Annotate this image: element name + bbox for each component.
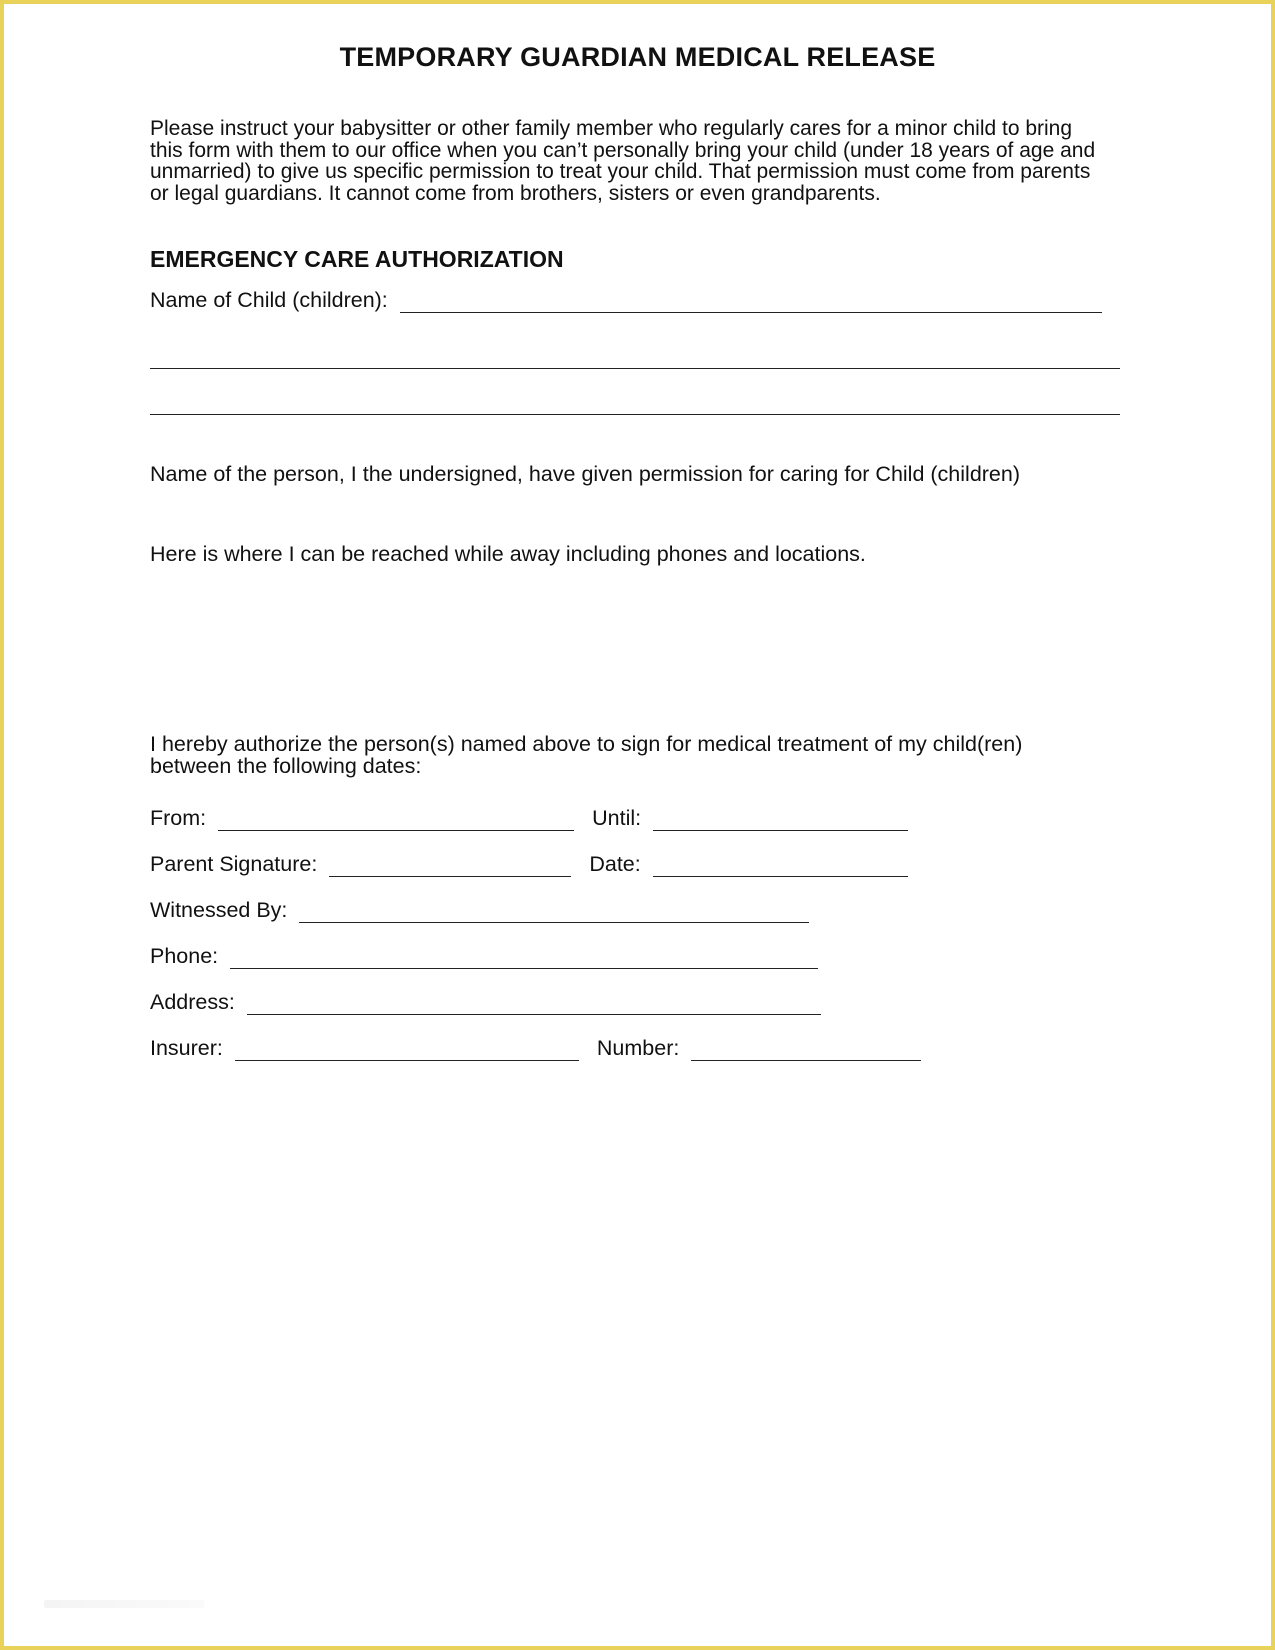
child-name-field[interactable] — [400, 294, 1102, 313]
witnessed-by-label: Witnessed By: — [150, 898, 288, 922]
authorize-line: I hereby authorize the person(s) named above to sign for medical treatment of my child(ren) — [150, 732, 1023, 756]
authorize-line: between the following dates: — [150, 754, 422, 778]
address-label: Address: — [150, 990, 235, 1014]
phone-field[interactable] — [230, 950, 818, 969]
parent-signature-label: Parent Signature: — [150, 852, 318, 876]
intro-paragraph — [150, 118, 1140, 204]
authorize-paragraph — [150, 733, 1022, 777]
signature-row — [150, 852, 908, 877]
permission-text: Name of the person, I the undersigned, have given permission for caring for Child (children) — [150, 462, 1021, 486]
parent-signature-field[interactable] — [329, 858, 571, 877]
address-field[interactable] — [247, 996, 821, 1015]
address-row — [150, 990, 821, 1015]
child-name-label: Name of Child (children): — [150, 288, 388, 312]
from-field[interactable] — [218, 812, 574, 831]
page-title: TEMPORARY GUARDIAN MEDICAL RELEASE — [339, 42, 936, 72]
date-label: Date: — [589, 852, 641, 876]
from-label: From: — [150, 806, 207, 830]
witnessed-by-field[interactable] — [299, 904, 809, 923]
until-field[interactable] — [653, 812, 908, 831]
insurer-row — [150, 1036, 921, 1061]
witness-row — [150, 898, 809, 923]
number-label: Number: — [596, 1036, 680, 1060]
watermark — [44, 1600, 204, 1608]
child-name-row — [150, 288, 1102, 313]
number-field[interactable] — [691, 1042, 921, 1061]
phone-row — [150, 944, 818, 969]
child-name-field-line-2[interactable] — [150, 368, 1120, 369]
contact-text: Here is where I can be reached while away including phones and locations. — [150, 542, 866, 566]
dates-row — [150, 806, 908, 831]
intro-line: unmarried) to give us specific permission to treat your child. That permission must come from parents — [150, 160, 1091, 183]
date-field[interactable] — [653, 858, 908, 877]
intro-line: or legal guardians. It cannot come from brothers, sisters or even grandparents. — [150, 181, 881, 205]
intro-line: this form with them to our office when you can’t personally bring your child (under 18 years of age and — [150, 138, 1096, 162]
insurer-label: Insurer: — [150, 1036, 223, 1060]
intro-line: Please instruct your babysitter or other family member who regularly cares for a minor child to bring — [150, 117, 1073, 140]
child-name-field-line-3[interactable] — [150, 414, 1120, 415]
until-label: Until: — [592, 806, 642, 830]
section-heading: EMERGENCY CARE AUTHORIZATION — [150, 246, 564, 272]
phone-label: Phone: — [150, 944, 219, 968]
insurer-field[interactable] — [235, 1042, 579, 1061]
